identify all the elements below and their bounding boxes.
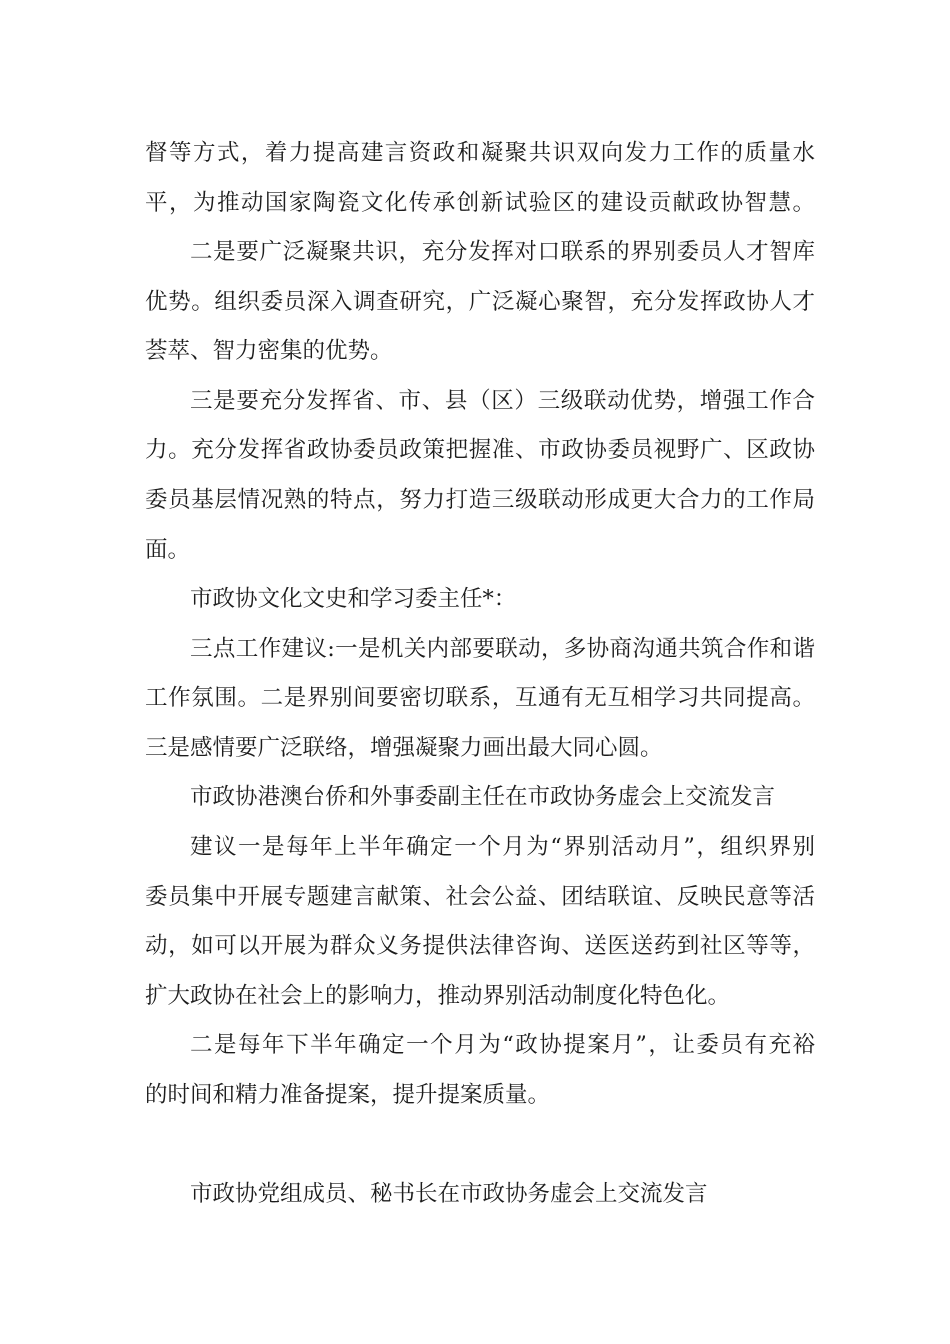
text-line: 二是每年下半年确定一个月为“政协提案月”，让委员有充裕 xyxy=(190,1032,815,1058)
text-line: 二是要广泛凝聚共识，充分发挥对口联系的界别委员人才智库 xyxy=(190,239,815,265)
text-line: 荟萃、智力密集的优势。 xyxy=(145,338,393,364)
text-line: 的时间和精力准备提案，提升提案质量。 xyxy=(145,1082,551,1108)
text-line: 工作氛围。二是界别间要密切联系，互通有无互相学习共同提高。 xyxy=(145,685,815,711)
text-line: 督等方式，着力提高建言资政和凝聚共识双向发力工作的质量水 xyxy=(145,140,815,166)
text-line: 市政协党组成员、秘书长在市政协务虚会上交流发言 xyxy=(190,1181,708,1207)
text-line: 平，为推动国家陶瓷文化传承创新试验区的建设贡献政协智慧。 xyxy=(145,190,815,216)
text-line: 力。充分发挥省政协委员政策把握准、市政协委员视野广、区政协 xyxy=(145,437,815,463)
text-line: 三是要充分发挥省、市、县（区）三级联动优势，增强工作合 xyxy=(190,388,815,414)
text-line: 三是感情要广泛联络，增强凝聚力画出最大同心圆。 xyxy=(145,735,663,761)
text-line: 市政协港澳台侨和外事委副主任在市政协务虚会上交流发言 xyxy=(190,784,776,810)
text-line: 市政协文化文史和学习委主任*： xyxy=(190,586,517,612)
text-line: 三点工作建议:一是机关内部要联动，多协商沟通共筑合作和谐 xyxy=(190,636,815,662)
text-line: 委员基层情况熟的特点，努力打造三级联动形成更大合力的工作局 xyxy=(145,487,815,513)
text-line: 优势。组织委员深入调查研究，广泛凝心聚智，充分发挥政协人才 xyxy=(145,289,815,315)
text-line: 委员集中开展专题建言献策、社会公益、团结联谊、反映民意等活 xyxy=(145,884,815,910)
text-line: 扩大政协在社会上的影响力，推动界别活动制度化特色化。 xyxy=(145,983,731,1009)
text-line: 动，如可以开展为群众义务提供法律咨询、送医送药到社区等等， xyxy=(145,933,815,959)
text-line: 建议一是每年上半年确定一个月为“界别活动月”，组织界别 xyxy=(190,834,815,860)
text-line: 面。 xyxy=(145,537,191,563)
